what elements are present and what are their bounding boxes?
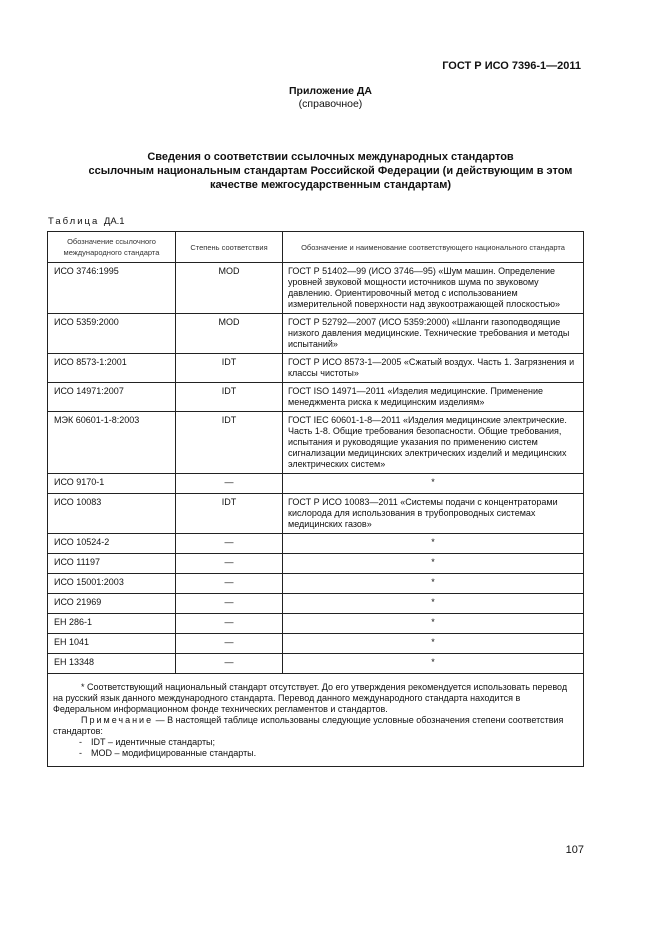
footnote-text: * Соответствующий национальный стандарт отсутствует. До его утверждения рекомендуется использовать перевод на русский язык данного международного стандарта. Перевод данного международного стандарта находится в Федеральном информационном фонде технических регламентов и стандартов. xyxy=(53,682,568,714)
table-header-row xyxy=(48,232,584,263)
header-reference-standard: Обозначение ссылочного международного стандарта xyxy=(48,232,176,263)
note-list xyxy=(53,737,578,759)
note-paragraph xyxy=(53,715,578,737)
table-row xyxy=(48,412,584,474)
heading-line-2: ссылочным национальным стандартам Российской Федерации (и действующим в этом xyxy=(88,165,573,177)
reference-cell: ЕН 1041 xyxy=(48,634,176,654)
national-standard-cell: ГОСТ Р 51402—99 (ИСО 3746—95) «Шум машин. Определение уровней звуковой мощности источников шума по звуковому давлению. Ориентировочный метод с использованием измерительной поверхности над звукоотражающей плоскостью» xyxy=(283,263,584,314)
reference-cell: ИСО 3746:1995 xyxy=(48,263,176,314)
heading-line-1: Сведения о соответствии ссылочных международных стандартов xyxy=(147,151,514,163)
table-row xyxy=(48,314,584,354)
table-label-number: ДА.1 xyxy=(103,216,125,227)
degree-cell: MOD xyxy=(176,314,283,354)
reference-cell: ИСО 8573-1:2001 xyxy=(48,354,176,383)
reference-cell: ИСО 5359:2000 xyxy=(48,314,176,354)
table-notes xyxy=(48,674,584,767)
document-header: ГОСТ Р ИСО 7396-1—2011 xyxy=(442,60,581,72)
national-standard-cell: ГОСТ Р ИСО 10083—2011 «Системы подачи с концентраторами кислорода для использования в трубопроводных системах медицинских газов» xyxy=(283,494,584,534)
national-standard-cell: * xyxy=(283,574,584,594)
national-standard-cell: * xyxy=(283,654,584,674)
degree-cell: — xyxy=(176,594,283,614)
degree-cell: — xyxy=(176,574,283,594)
national-standard-cell: * xyxy=(283,534,584,554)
standards-table xyxy=(47,231,584,767)
national-standard-cell: * xyxy=(283,594,584,614)
header-national-standard: Обозначение и наименование соответствующего национального стандарта xyxy=(283,232,584,263)
table-row xyxy=(48,654,584,674)
section-heading xyxy=(40,150,621,192)
table-row xyxy=(48,354,584,383)
annex-title: Приложение ДА xyxy=(289,85,372,97)
table-row xyxy=(48,614,584,634)
header-degree: Степень соответствия xyxy=(176,232,283,263)
reference-cell: ИСО 11197 xyxy=(48,554,176,574)
degree-cell: — xyxy=(176,614,283,634)
national-standard-cell: ГОСТ ISO 14971—2011 «Изделия медицинские. Применение менеджмента риска к медицинским изделиям» xyxy=(283,383,584,412)
table-row xyxy=(48,574,584,594)
table-label xyxy=(48,216,125,227)
degree-cell: — xyxy=(176,634,283,654)
reference-cell: ИСО 10524-2 xyxy=(48,534,176,554)
annex-title-block xyxy=(0,85,661,111)
national-standard-cell: ГОСТ IEC 60601-1-8—2011 «Изделия медицинские электрические. Часть 1-8. Общие требования безопасности. Общие требования, испытания и руководящие указания по применению систем сигнализации медицинских электрических изделий и медицинских электрических систем» xyxy=(283,412,584,474)
table-row xyxy=(48,534,584,554)
degree-cell: IDT xyxy=(176,383,283,412)
degree-cell: MOD xyxy=(176,263,283,314)
note-label: Примечание xyxy=(81,715,154,725)
reference-cell: ИСО 10083 xyxy=(48,494,176,534)
reference-cell: ЕН 286-1 xyxy=(48,614,176,634)
degree-cell: IDT xyxy=(176,354,283,383)
national-standard-cell: ГОСТ Р ИСО 8573-1—2005 «Сжатый воздух. Часть 1. Загрязнения и классы чистоты» xyxy=(283,354,584,383)
table-row xyxy=(48,383,584,412)
national-standard-cell: * xyxy=(283,474,584,494)
degree-cell: — xyxy=(176,654,283,674)
reference-cell: ЕН 13348 xyxy=(48,654,176,674)
degree-cell: — xyxy=(176,534,283,554)
degree-cell: — xyxy=(176,474,283,494)
heading-line-3: качестве межгосударственным стандартам) xyxy=(209,179,452,191)
national-standard-cell: * xyxy=(283,554,584,574)
note-list-item: - IDT – идентичные стандарты; xyxy=(79,737,578,748)
degree-cell: IDT xyxy=(176,494,283,534)
reference-cell: ИСО 14971:2007 xyxy=(48,383,176,412)
degree-cell: IDT xyxy=(176,412,283,474)
table-row xyxy=(48,474,584,494)
reference-cell: МЭК 60601-1-8:2003 xyxy=(48,412,176,474)
reference-cell: ИСО 21969 xyxy=(48,594,176,614)
national-standard-cell: ГОСТ Р 52792—2007 (ИСО 5359:2000) «Шланги газоподводящие низкого давления медицинские. Технические требования и методы испытаний» xyxy=(283,314,584,354)
national-standard-cell: * xyxy=(283,634,584,654)
table-row xyxy=(48,494,584,534)
reference-cell: ИСО 15001:2003 xyxy=(48,574,176,594)
table-notes-row xyxy=(48,674,584,767)
annex-subtitle: (справочное) xyxy=(298,98,363,110)
table-row xyxy=(48,634,584,654)
degree-cell: — xyxy=(176,554,283,574)
national-standard-cell: * xyxy=(283,614,584,634)
table-row xyxy=(48,263,584,314)
table-label-word: Таблица xyxy=(48,216,100,227)
note-text: — В настоящей таблице использованы следующие условные обозначения степени соответствия стандартов: xyxy=(53,715,564,736)
note-list-item: - MOD – модифицированные стандарты. xyxy=(79,748,578,759)
reference-cell: ИСО 9170-1 xyxy=(48,474,176,494)
table-row xyxy=(48,594,584,614)
page-number: 107 xyxy=(565,844,584,856)
table-row xyxy=(48,554,584,574)
